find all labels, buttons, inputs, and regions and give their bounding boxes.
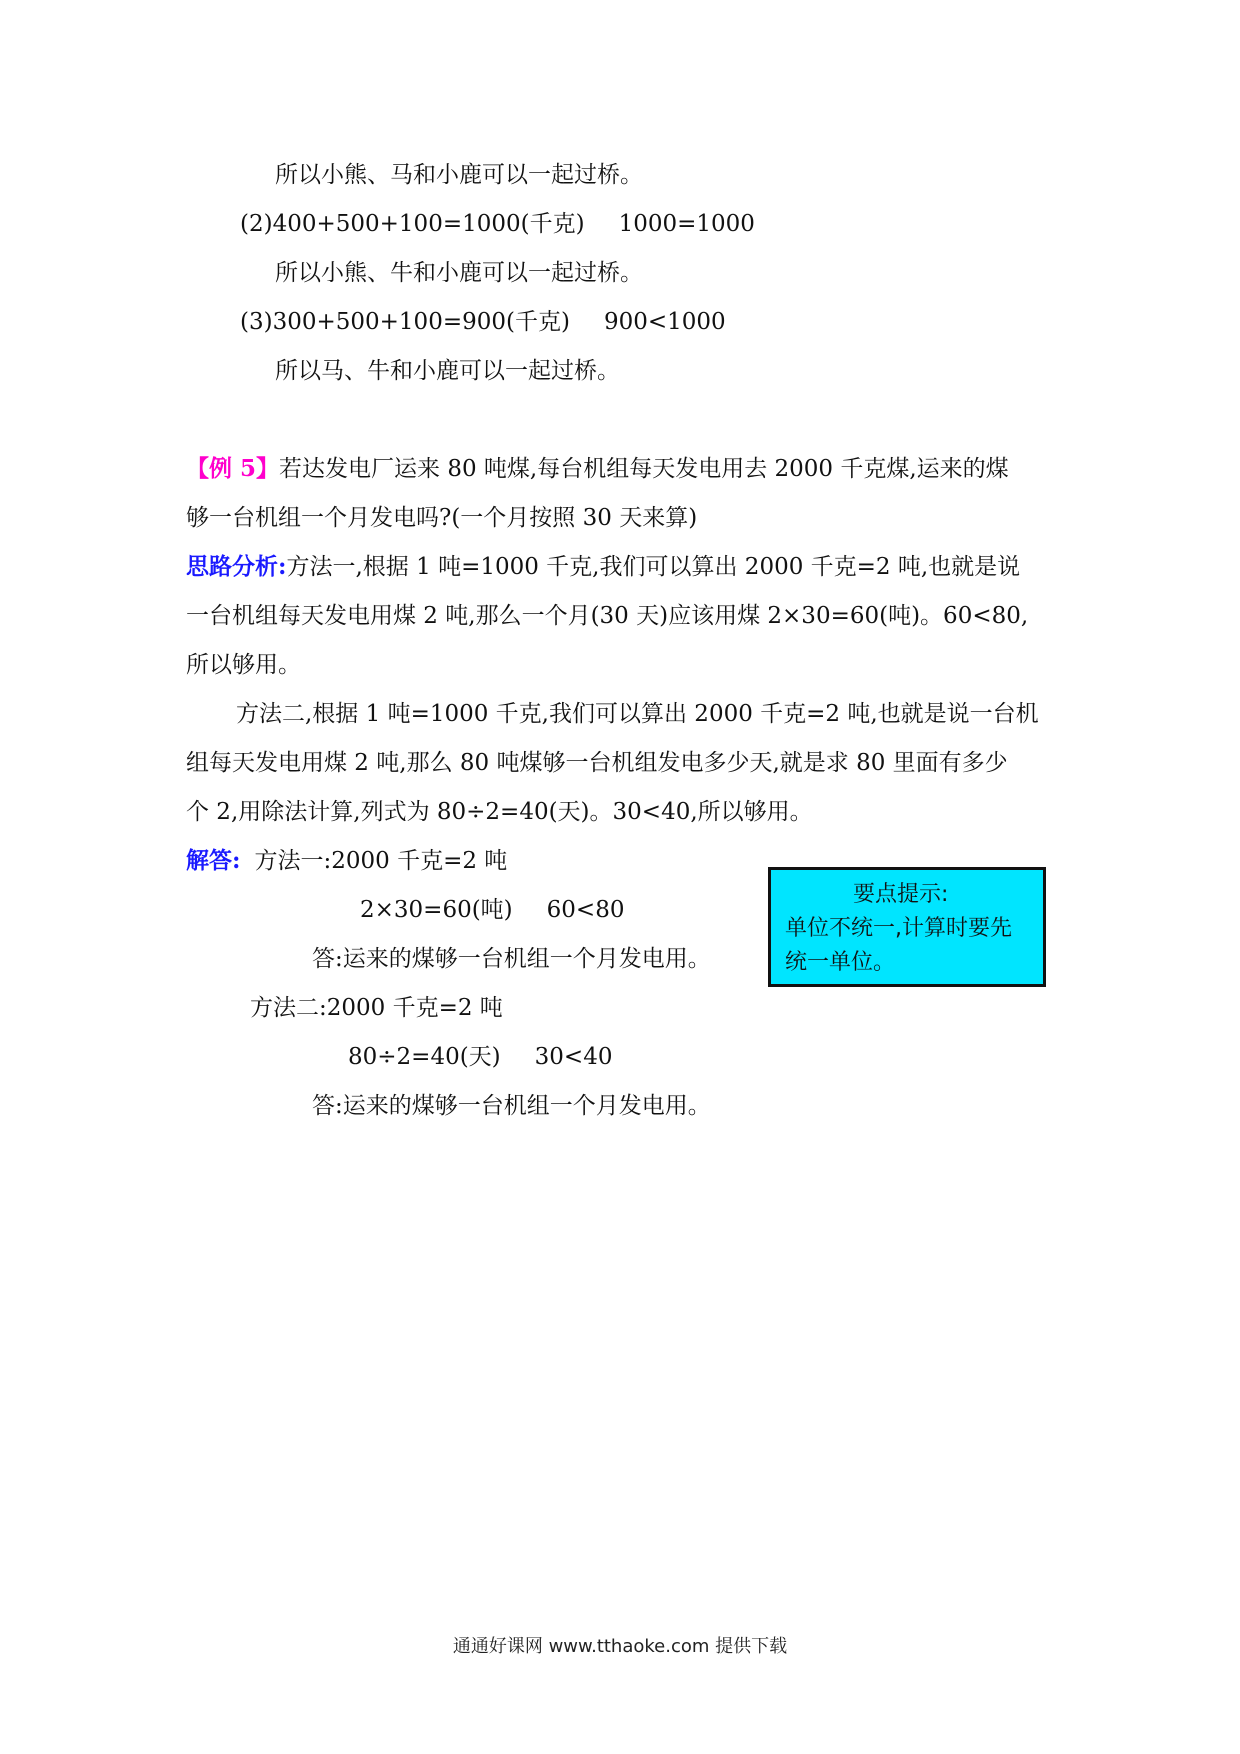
- example-question-line-2: 够一台机组一个月发电吗?(一个月按照 30 天来算): [186, 505, 698, 531]
- analysis-label: 思路分析:: [186, 553, 287, 580]
- answer-method1-calc: 2×30=60(吨): [360, 897, 513, 923]
- analysis-text-1: 方法一,根据 1 吨=1000 千克,我们可以算出 2000 千克=2 吨,也就是说: [286, 554, 1021, 580]
- answer-label: 解答:: [186, 847, 241, 874]
- solution-calc-2: (2)400+500+100=1000(千克): [240, 211, 585, 237]
- solution-line-4: [240, 307, 726, 337]
- answer-line-3: 答:运来的煤够一台机组一个月发电用。: [312, 946, 711, 972]
- answer-method2-calc: 80÷2=40(天): [348, 1044, 501, 1070]
- solution-line-3: 所以小熊、牛和小鹿可以一起过桥。: [275, 260, 643, 286]
- hint-line-2: 统一单位。: [785, 950, 896, 975]
- analysis-line-2: 一台机组每天发电用煤 2 吨,那么一个月(30 天)应该用煤 2×30=60(吨)。60<80,: [186, 603, 1029, 629]
- answer-line-6: 答:运来的煤够一台机组一个月发电用。: [312, 1093, 711, 1119]
- example-label: 【例 5】: [186, 455, 280, 482]
- hint-title: 要点提示:: [853, 882, 949, 907]
- answer-line-4: 方法二:2000 千克=2 吨: [250, 995, 503, 1021]
- solution-calc-3: (3)300+500+100=900(千克): [240, 309, 570, 335]
- analysis-line-3: 所以够用。: [186, 652, 301, 678]
- analysis-line-5: 组每天发电用煤 2 吨,那么 80 吨煤够一台机组发电多少天,就是求 80 里面有多少: [186, 750, 1008, 776]
- solution-compare-2: 1000=1000: [618, 211, 755, 237]
- answer-line-2: [360, 895, 624, 925]
- answer-line-5: [348, 1042, 612, 1072]
- analysis-line-1: [186, 552, 1020, 582]
- page-footer: 通通好课网 www.tthaoke.com 提供下载: [452, 1636, 788, 1657]
- answer-method2-compare: 30<40: [534, 1044, 613, 1070]
- solution-line-2: [240, 209, 755, 239]
- solution-line-5: 所以马、牛和小鹿可以一起过桥。: [275, 358, 620, 384]
- solution-line-1: 所以小熊、马和小鹿可以一起过桥。: [275, 162, 643, 188]
- answer-method1-head: 方法一:2000 千克=2 吨: [254, 848, 508, 874]
- analysis-line-4: 方法二,根据 1 吨=1000 千克,我们可以算出 2000 千克=2 吨,也就是说一台机: [236, 701, 1039, 727]
- example-question-text-1: 若达发电厂运来 80 吨煤,每台机组每天发电用去 2000 千克煤,运来的煤: [279, 456, 1009, 482]
- key-point-hint-box: [768, 867, 1046, 987]
- answer-method1-compare: 60<80: [546, 897, 625, 923]
- example-question-line-1: [186, 454, 1009, 484]
- answer-line-1: [186, 846, 507, 876]
- analysis-line-6: 个 2,用除法计算,列式为 80÷2=40(天)。30<40,所以够用。: [186, 799, 813, 825]
- solution-compare-3: 900<1000: [603, 309, 726, 335]
- hint-line-1: 单位不统一,计算时要先: [785, 916, 1012, 941]
